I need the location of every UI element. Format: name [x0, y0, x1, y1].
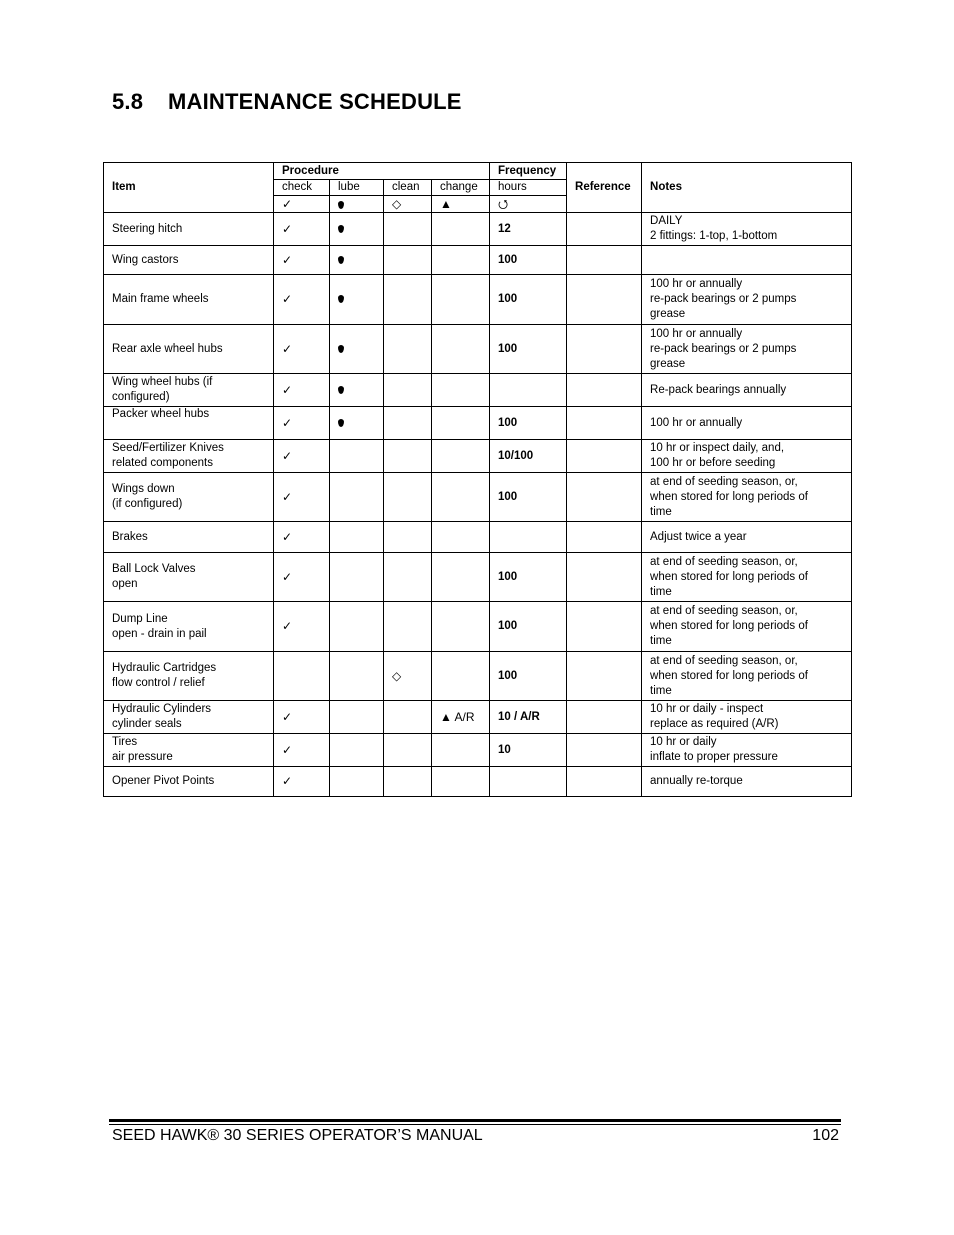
lube-cell [330, 553, 384, 602]
header-lube: lube [330, 180, 384, 196]
check-cell: ✓ [274, 407, 330, 440]
table-row [104, 213, 852, 246]
check-cell: ✓ [274, 701, 330, 734]
change-cell [432, 275, 490, 325]
header-change: change [432, 180, 490, 196]
clean-cell [384, 213, 432, 246]
notes-cell: 100 hr or annually re-pack bearings or 2 pumps grease [642, 275, 852, 325]
table-row [104, 734, 852, 767]
item-cell: Rear axle wheel hubs [104, 325, 274, 374]
notes-cell: 100 hr or annually re-pack bearings or 2 pumps grease [642, 325, 852, 374]
table-row [104, 767, 852, 797]
notes-cell: 100 hr or annually [642, 407, 852, 440]
schedule-rows [104, 213, 852, 797]
section-title: MAINTENANCE SCHEDULE [168, 89, 462, 114]
notes-cell: at end of seeding season, or, when stored for long periods of time [642, 602, 852, 652]
item-cell: Wing wheel hubs (if configured) [104, 374, 274, 407]
section-number: 5.8 [112, 89, 144, 114]
item-cell: Wing castors [104, 246, 274, 275]
item-cell: Hydraulic Cartridges flow control / relief [104, 652, 274, 701]
lube-drop-icon [338, 295, 344, 303]
item-cell: Wings down (if configured) [104, 473, 274, 522]
check-cell: ✓ [274, 246, 330, 275]
lube-cell [330, 473, 384, 522]
notes-cell: 10 hr or daily - inspect replace as required (A/R) [642, 701, 852, 734]
clean-cell [384, 701, 432, 734]
item-cell: Packer wheel hubs [104, 407, 274, 440]
notes-cell: annually re-torque [642, 767, 852, 797]
footer-page-number: 102 [812, 1127, 839, 1144]
lube-cell [330, 602, 384, 652]
clean-cell [384, 553, 432, 602]
hours-clock-icon: ⭯ [490, 196, 567, 213]
change-cell [432, 652, 490, 701]
item-cell: Main frame wheels [104, 275, 274, 325]
reference-cell [567, 652, 642, 701]
notes-cell: Re-pack bearings annually [642, 374, 852, 407]
header-hours: hours [490, 180, 567, 196]
header-procedure: Procedure [274, 163, 490, 180]
clean-cell [384, 407, 432, 440]
item-cell: Tires air pressure [104, 734, 274, 767]
lube-drop-icon [338, 386, 344, 394]
lube-drop-icon [338, 419, 344, 427]
lube-cell [330, 325, 384, 374]
lube-drop-icon [338, 225, 344, 233]
check-cell: ✓ [274, 473, 330, 522]
item-cell: Hydraulic Cylinders cylinder seals [104, 701, 274, 734]
header-notes: Notes [642, 163, 852, 213]
change-cell [432, 767, 490, 797]
notes-cell: DAILY 2 fittings: 1-top, 1-bottom [642, 213, 852, 246]
lube-cell [330, 767, 384, 797]
header-check: check [274, 180, 330, 196]
reference-cell [567, 374, 642, 407]
maintenance-schedule-table [103, 162, 852, 797]
hours-cell: 100 [490, 652, 567, 701]
check-icon: ✓ [274, 196, 330, 213]
change-cell: ▲ A/R [432, 701, 490, 734]
change-triangle-icon: ▲ [432, 196, 490, 213]
lube-cell [330, 407, 384, 440]
clean-cell [384, 374, 432, 407]
reference-cell [567, 522, 642, 553]
hours-cell: 100 [490, 602, 567, 652]
item-cell: Brakes [104, 522, 274, 553]
check-cell: ✓ [274, 325, 330, 374]
hours-cell: 100 [490, 407, 567, 440]
table-row [104, 246, 852, 275]
clean-cell [384, 602, 432, 652]
hours-cell: 10/100 [490, 440, 567, 473]
notes-cell [642, 246, 852, 275]
table-row [104, 407, 852, 440]
reference-cell [567, 275, 642, 325]
table-row [104, 602, 852, 652]
check-cell: ✓ [274, 440, 330, 473]
change-cell [432, 407, 490, 440]
lube-cell [330, 701, 384, 734]
lube-cell [330, 652, 384, 701]
hours-cell: 100 [490, 325, 567, 374]
lube-cell [330, 734, 384, 767]
lube-cell [330, 213, 384, 246]
clean-cell [384, 325, 432, 374]
change-cell [432, 325, 490, 374]
clean-cell [384, 275, 432, 325]
item-cell: Dump Line open - drain in pail [104, 602, 274, 652]
clean-cell [384, 246, 432, 275]
notes-cell: Adjust twice a year [642, 522, 852, 553]
reference-cell [567, 246, 642, 275]
check-cell: ✓ [274, 767, 330, 797]
check-cell: ✓ [274, 374, 330, 407]
table-row [104, 275, 852, 325]
item-cell: Seed/Fertilizer Knives related components [104, 440, 274, 473]
change-cell [432, 522, 490, 553]
notes-cell: at end of seeding season, or, when stored for long periods of time [642, 553, 852, 602]
change-cell [432, 246, 490, 275]
change-cell [432, 602, 490, 652]
lube-drop-icon [330, 196, 384, 213]
hours-cell: 10 [490, 734, 567, 767]
hours-cell: 100 [490, 473, 567, 522]
hours-cell: 100 [490, 553, 567, 602]
table-row [104, 325, 852, 374]
reference-cell [567, 767, 642, 797]
check-cell: ✓ [274, 553, 330, 602]
change-cell [432, 734, 490, 767]
reference-cell [567, 701, 642, 734]
change-cell [432, 553, 490, 602]
check-cell: ✓ [274, 734, 330, 767]
hours-cell: 100 [490, 246, 567, 275]
item-cell: Ball Lock Valves open [104, 553, 274, 602]
footer-rule [109, 1119, 841, 1122]
clean-cell [384, 522, 432, 553]
clean-cell: ◇ [384, 652, 432, 701]
footer-rule-thin [109, 1124, 841, 1125]
notes-cell: at end of seeding season, or, when stored for long periods of time [642, 473, 852, 522]
notes-cell: at end of seeding season, or, when stored for long periods of time [642, 652, 852, 701]
item-cell: Steering hitch [104, 213, 274, 246]
reference-cell [567, 602, 642, 652]
reference-cell [567, 325, 642, 374]
hours-cell [490, 767, 567, 797]
check-cell [274, 652, 330, 701]
table-row [104, 473, 852, 522]
clean-cell [384, 440, 432, 473]
hours-cell: 100 [490, 275, 567, 325]
lube-drop-icon [338, 256, 344, 264]
lube-drop-icon [338, 345, 344, 353]
reference-cell [567, 440, 642, 473]
hours-cell: 10 / A/R [490, 701, 567, 734]
clean-cell [384, 734, 432, 767]
lube-cell [330, 275, 384, 325]
header-reference: Reference [567, 163, 642, 213]
header-clean: clean [384, 180, 432, 196]
change-cell [432, 213, 490, 246]
change-cell [432, 440, 490, 473]
table-row [104, 374, 852, 407]
clean-cell [384, 767, 432, 797]
header-item: Item [104, 163, 274, 213]
item-cell: Opener Pivot Points [104, 767, 274, 797]
change-cell [432, 374, 490, 407]
footer-manual-title: SEED HAWK® 30 SERIES OPERATOR’S MANUAL [112, 1127, 483, 1144]
lube-cell [330, 246, 384, 275]
check-cell: ✓ [274, 522, 330, 553]
table-row [104, 553, 852, 602]
clean-cell [384, 473, 432, 522]
notes-cell: 10 hr or inspect daily, and, 100 hr or before seeding [642, 440, 852, 473]
reference-cell [567, 213, 642, 246]
section-heading [112, 89, 462, 115]
reference-cell [567, 553, 642, 602]
reference-cell [567, 473, 642, 522]
check-cell: ✓ [274, 275, 330, 325]
check-cell: ✓ [274, 213, 330, 246]
hours-cell [490, 522, 567, 553]
reference-cell [567, 407, 642, 440]
change-cell [432, 473, 490, 522]
check-cell: ✓ [274, 602, 330, 652]
table-row [104, 522, 852, 553]
lube-cell [330, 440, 384, 473]
lube-cell [330, 522, 384, 553]
notes-cell: 10 hr or daily inflate to proper pressure [642, 734, 852, 767]
reference-cell [567, 734, 642, 767]
lube-cell [330, 374, 384, 407]
table-row [104, 652, 852, 701]
hours-cell: 12 [490, 213, 567, 246]
hours-cell [490, 374, 567, 407]
table-row [104, 701, 852, 734]
header-frequency: Frequency [490, 163, 567, 180]
table-row [104, 440, 852, 473]
clean-diamond-icon: ◇ [384, 196, 432, 213]
